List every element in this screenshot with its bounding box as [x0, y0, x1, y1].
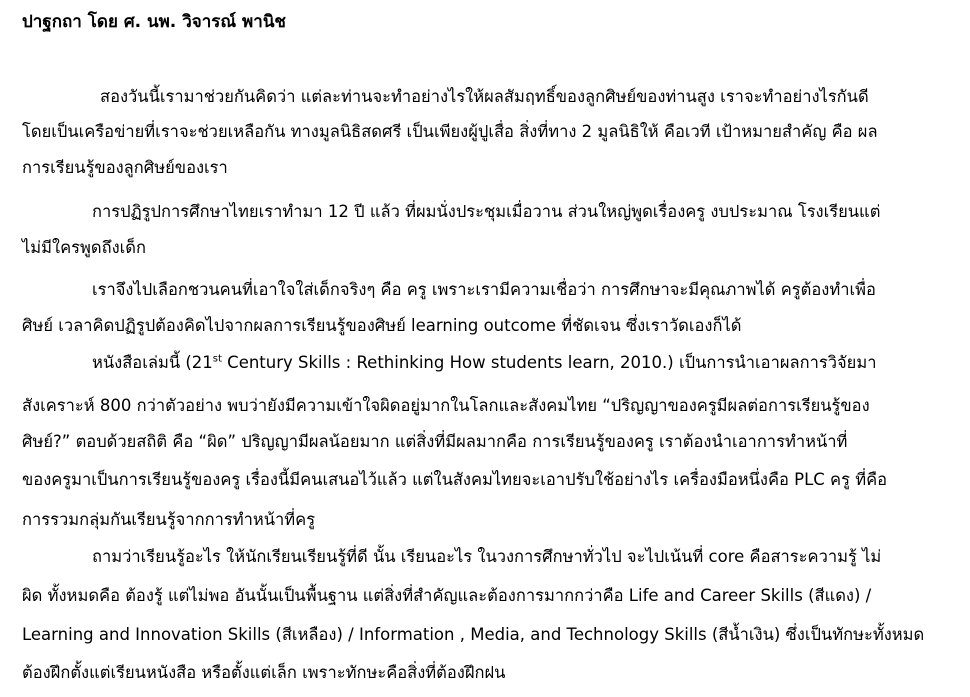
- paragraph-line: Learning and Innovation Skills (สีเหลือง) / Information , Media, and Technology Skills (สีน้ำเงิน) ซึ่งเป็นทักษะทั้งหมด: [22, 625, 925, 644]
- paragraph-line: การปฏิรูปการศึกษาไทยเราทำมา 12 ปี แล้ว ที่ผมนั่งประชุมเมื่อวาน ส่วนใหญ่พูดเรื่องครู งบประมาณ โรงเรียนแต่: [92, 202, 881, 221]
- book-reference-rest: Century Skills : Rethinking How students learn, 2010.) เป็นการนำเอาผลการวิจัยมา: [221, 353, 877, 372]
- paragraph-line: ผิด ทั้งหมดคือ ต้องรู้ แต่ไม่พอ อันนั้นเป็นพื้นฐาน แต่สิ่งที่สำคัญและต้องการมากกว่าคือ Life and Career Skills (สีแดง) /: [22, 586, 872, 605]
- paragraph-line: ศิษย์?” ตอบด้วยสถิติ คือ “ผิด” ปริญญามีผลน้อยมาก แต่สิ่งที่มีผลมากคือ การเรียนรู้ของครู เราต้องนำเอาการทำหน้าที่: [22, 432, 848, 451]
- paragraph-line: [92, 352, 876, 374]
- paragraph-line: ศิษย์ เวลาคิดปฏิรูปต้องคิดไปจากผลการเรียนรู้ของศิษย์ learning outcome ที่ชัดเจน ซึ่งเราวัดเองก็ได้: [22, 316, 742, 335]
- paragraph-line: ถามว่าเรียนรู้อะไร ให้นักเรียนเรียนรู้ที่ดี นั้น เรียนอะไร ในวงการศึกษาทั่วไป จะไปเน้นที่ core คือสาระความรู้ ไม่: [92, 547, 882, 566]
- superscript-st: st: [212, 353, 222, 365]
- paragraph-line: โดยเป็นเครือข่ายที่เราจะช่วยเหลือกัน ทางมูลนิธิสดศรี เป็นเพียงผู้ปูเสื่อ สิ่งที่ทาง 2 มูลนิธิให้ คือเวที เป้าหมายสำคัญ คือ ผล: [22, 122, 878, 141]
- paragraph-line: สังเคราะห์ 800 กว่าตัวอย่าง พบว่ายังมีความเข้าใจผิดอยู่มากในโลกและสังคมไทย “ปริญญาของครูมีผลต่อการเรียนรู้ของ: [22, 396, 870, 415]
- paragraph-line: ต้องฝึกตั้งแต่เรียนหนังสือ หรือตั้งแต่เล็ก เพราะทักษะคือสิ่งที่ต้องฝึกฝน: [22, 663, 506, 682]
- paragraph-line: เราจึงไปเลือกชวนคนที่เอาใจใส่เด็กจริงๆ คือ ครู เพราะเรามีความเชื่อว่า การศึกษาจะมีคุณภาพได้ ครูต้องทำเพื่อ: [92, 280, 876, 299]
- paragraph-line: การรวมกลุ่มกันเรียนรู้จากการทำหน้าที่ครู: [22, 510, 316, 529]
- document-title: ปาฐกถา โดย ศ. นพ. วิจารณ์ พานิช: [22, 12, 286, 32]
- paragraph-line: ของครูมาเป็นการเรียนรู้ของครู เรื่องนี้มีคนเสนอไว้แล้ว แต่ในสังคมไทยจะเอาปรับใช้อย่างไร เครื่องมือหนึ่งคือ PLC ครู ที่คือ: [22, 470, 888, 489]
- paragraph-line: ไม่มีใครพูดถึงเด็ก: [22, 238, 146, 257]
- paragraph-line: การเรียนรู้ของลูกศิษย์ของเรา: [22, 158, 228, 177]
- paragraph-line: สองวันนี้เรามาช่วยกันคิดว่า แต่ละท่านจะทำอย่างไรให้ผลสัมฤทธิ์ของลูกศิษย์ของท่านสูง เราจะทำอย่างไรกันดี: [100, 87, 869, 106]
- book-reference-start: หนังสือเล่มนี้ (21: [92, 353, 213, 372]
